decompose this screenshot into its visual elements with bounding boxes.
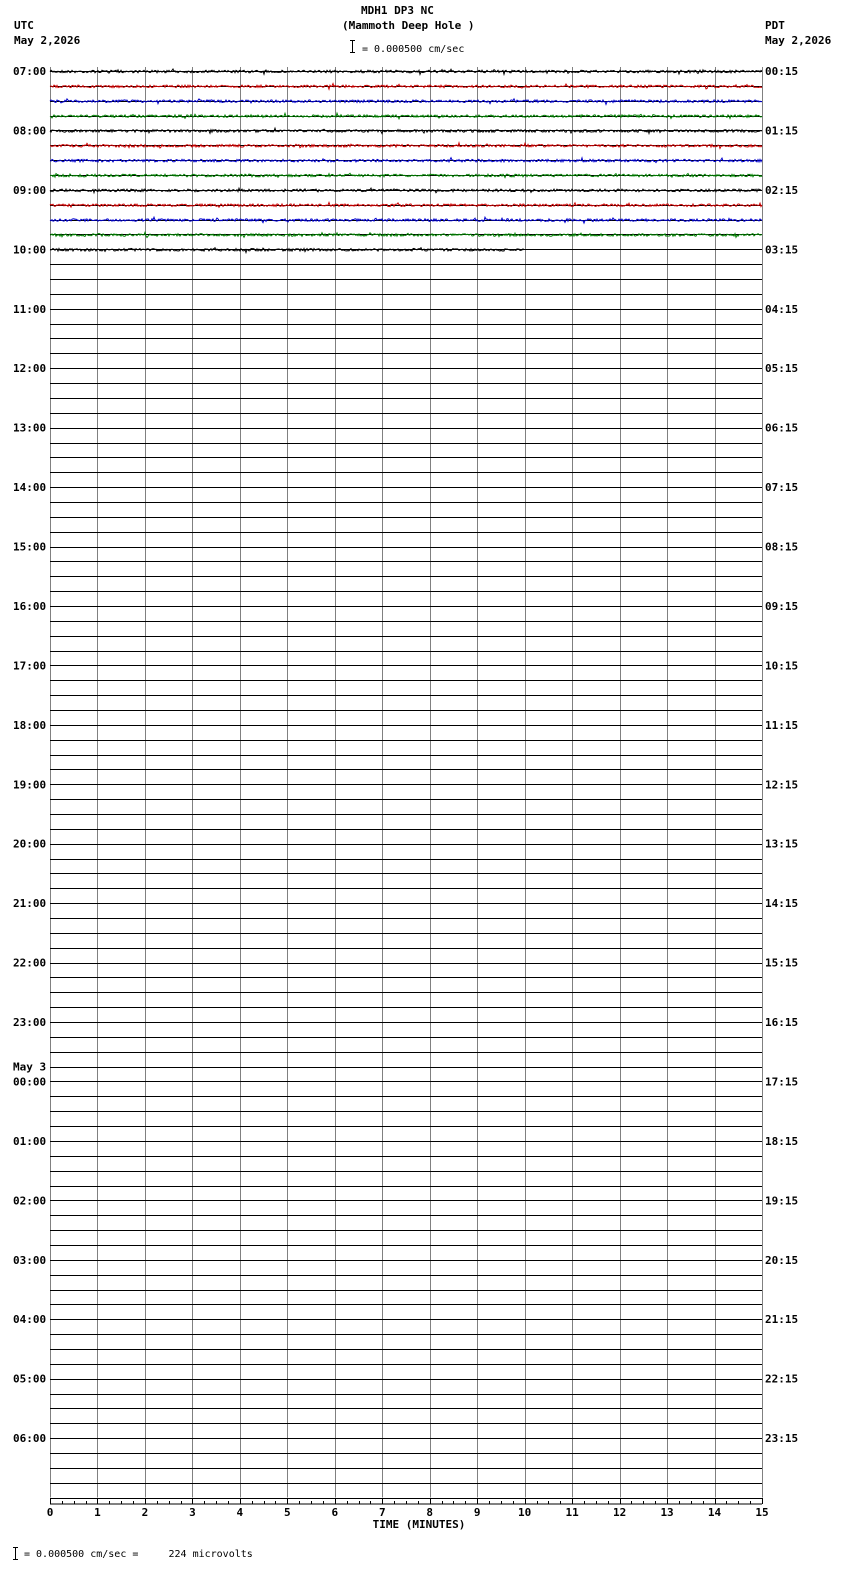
x-tick-label: 7 (378, 1506, 386, 1520)
utc-hour-label: 09:00 (13, 183, 47, 197)
utc-hour-label: 00:00 (13, 1075, 47, 1089)
left-date: May 2,2026 (14, 34, 81, 47)
pdt-hour-label: 15:15 (765, 956, 799, 970)
x-tick-label: 14 (707, 1506, 722, 1520)
utc-hour-label: 16:00 (13, 599, 47, 613)
utc-hour-label: 05:00 (13, 1372, 47, 1386)
utc-hour-label: 08:00 (13, 124, 47, 138)
utc-hour-label: 01:00 (13, 1134, 47, 1148)
trace-row (50, 113, 762, 119)
pdt-hour-label: 13:15 (765, 837, 799, 851)
trace-row (50, 84, 762, 90)
pdt-hour-label: 11:15 (765, 718, 799, 732)
scale-bar-icon (350, 40, 355, 53)
utc-hour-label: 22:00 (13, 956, 47, 970)
x-tick-label: 8 (426, 1506, 434, 1520)
right-date: May 2,2026 (765, 34, 832, 47)
pdt-hour-label: 10:15 (765, 659, 799, 673)
utc-hour-label: 02:00 (13, 1194, 47, 1208)
pdt-hour-label: 22:15 (765, 1372, 799, 1386)
x-tick-label: 0 (46, 1506, 54, 1520)
utc-hour-label: 07:00 (13, 65, 47, 78)
utc-hour-label: 06:00 (13, 1432, 47, 1446)
utc-hour-label: 10:00 (13, 243, 47, 257)
scale-label: = 0.000500 cm/sec (362, 44, 465, 55)
pdt-hour-label: 04:15 (765, 302, 799, 316)
pdt-hour-label: 06:15 (765, 421, 799, 435)
pdt-hour-label: 14:15 (765, 897, 799, 911)
x-tick-label: 13 (660, 1506, 674, 1520)
pdt-hour-label: 16:15 (765, 1016, 799, 1030)
pdt-hour-label: 02:15 (765, 183, 799, 197)
pdt-hour-label: 21:15 (765, 1313, 799, 1327)
trace-row (50, 128, 762, 133)
station-location: (Mammoth Deep Hole ) (342, 19, 475, 32)
pdt-hour-label: 07:15 (765, 481, 799, 495)
pdt-hour-label: 01:15 (765, 124, 799, 138)
trace-row (50, 203, 762, 208)
pdt-hour-label: 08:15 (765, 540, 799, 554)
x-tick-label: 3 (189, 1506, 196, 1520)
footer-scale-bar-icon (13, 1547, 18, 1560)
plot-grid (50, 67, 763, 1499)
x-tick-label: 2 (141, 1506, 149, 1520)
utc-hour-label: 21:00 (13, 897, 47, 911)
pdt-hour-label: 03:15 (765, 243, 799, 257)
utc-hour-label: 19:00 (13, 778, 47, 792)
x-axis-label: TIME (MINUTES) (372, 1518, 466, 1532)
left-timezone: UTC (14, 19, 34, 32)
utc-hour-label: 04:00 (13, 1313, 47, 1327)
pdt-hour-label: 19:15 (765, 1194, 799, 1208)
pdt-hour-label: 09:15 (765, 599, 799, 613)
trace-row (50, 143, 762, 149)
pdt-hour-label: 00:15 (765, 65, 799, 78)
station-title: MDH1 DP3 NC (361, 4, 434, 17)
utc-hour-label: 23:00 (13, 1016, 47, 1030)
x-tick-label: 4 (236, 1506, 244, 1520)
x-tick-label: 9 (473, 1506, 481, 1520)
footer-scale-label: = 0.000500 cm/sec = 224 microvolts (24, 1549, 253, 1560)
date-change-label: May 3 (13, 1060, 47, 1074)
right-timezone: PDT (765, 19, 785, 32)
utc-hour-label: 18:00 (13, 718, 47, 732)
utc-hour-label: 14:00 (13, 481, 47, 495)
utc-hour-label: 11:00 (13, 302, 47, 316)
x-tick-label: 6 (331, 1506, 339, 1520)
utc-hour-label: 20:00 (13, 837, 47, 851)
x-tick-label: 15 (755, 1506, 769, 1520)
pdt-hour-label: 23:15 (765, 1432, 799, 1446)
x-tick-label: 1 (94, 1506, 101, 1520)
x-tick-label: 10 (518, 1506, 532, 1520)
pdt-hour-label: 20:15 (765, 1253, 799, 1267)
pdt-hour-label: 18:15 (765, 1134, 799, 1148)
x-tick-label: 11 (565, 1506, 579, 1520)
x-tick-label: 12 (612, 1506, 627, 1520)
pdt-hour-label: 05:15 (765, 362, 799, 376)
pdt-hour-label: 12:15 (765, 778, 799, 792)
x-tick-label: 5 (284, 1506, 291, 1520)
utc-hour-label: 17:00 (13, 659, 47, 673)
utc-hour-label: 03:00 (13, 1253, 47, 1267)
utc-hour-label: 13:00 (13, 421, 47, 435)
time-axis (47, 1498, 769, 1531)
utc-hour-label: 12:00 (13, 362, 47, 376)
utc-hour-label: 15:00 (13, 540, 47, 554)
pdt-hour-label: 17:15 (765, 1075, 799, 1089)
